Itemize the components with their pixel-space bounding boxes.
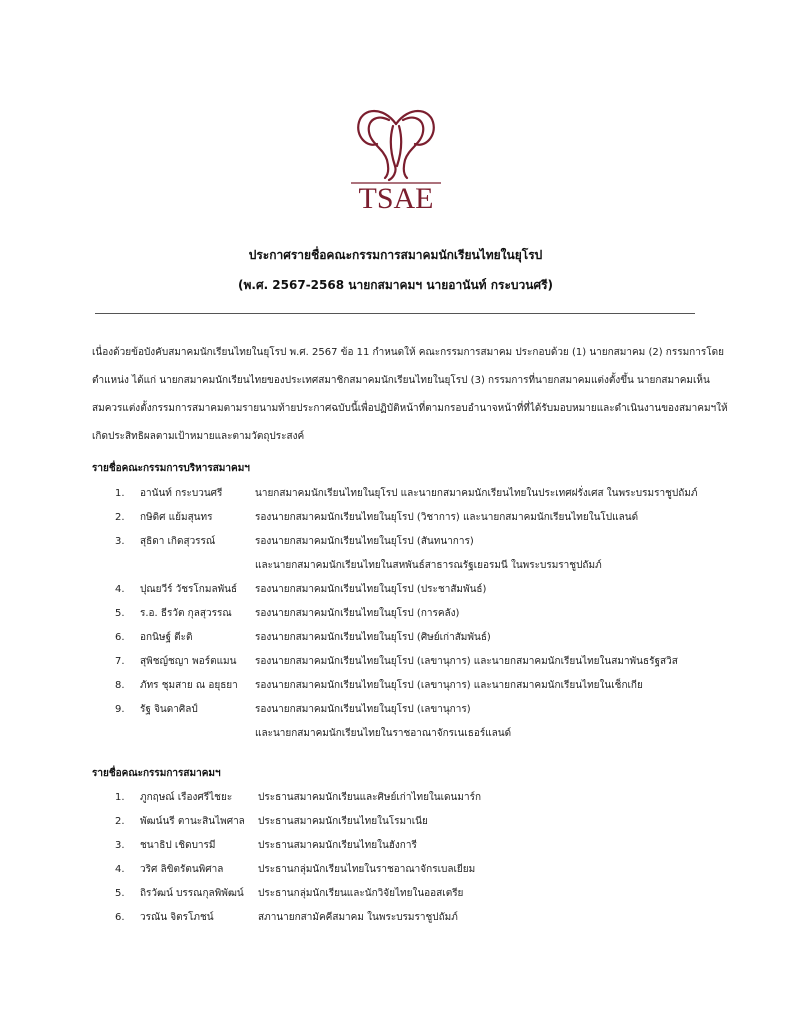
member-name: สุธิดา เกิดสุวรรณ์ [140,536,216,547]
item-number: 1. [115,792,125,803]
member-role: ประธานสมาคมนักเรียนไทยในโรมาเนีย [258,816,428,827]
list-item [0,630,791,654]
item-number: 3. [115,840,125,851]
list-item [0,510,791,534]
member-name: กษิดิศ แย้มสุนทร [140,512,213,523]
member-role: รองนายกสมาคมนักเรียนไทยในยุโรป (ศิษย์เก่าสัมพันธ์) [255,632,491,643]
member-name: ชนาธิป เชิดบารมี [140,840,216,851]
page-title: ประกาศรายชื่อคณะกรรมการสมาคมนักเรียนไทยในยุโรป [248,248,543,262]
member-role: ประธานกลุ่มนักเรียนและนักวิจัยไทยในออสเตรีย [258,888,464,899]
member-role: รองนายกสมาคมนักเรียนไทยในยุโรป (เลขานุการ) [255,704,471,715]
logo-text: TSAE [358,182,434,212]
member-name: อานันท์ กระบวนศรี [140,488,223,499]
member-name: ปุณยวีร์ วัชรโกมลพันธ์ [140,584,238,595]
item-number: 7. [115,656,125,667]
list-item [0,606,791,630]
item-number: 8. [115,680,125,691]
tsae-logo [343,104,449,212]
list-item [0,534,791,571]
divider [95,313,695,314]
elephant-head-icon [358,111,434,180]
list-item [0,814,791,838]
member-role: รองนายกสมาคมนักเรียนไทยในยุโรป (เลขานุการ) และนายกสมาคมนักเรียนไทยในเช็กเกีย [255,680,643,691]
member-role: นายกสมาคมนักเรียนไทยในยุโรป และนายกสมาคมนักเรียนไทยในประเทศฝรั่งเศส ในพระบรมราชูปถัมภ์ [255,488,698,499]
member-name: สุพิชญ์ชญา พอร์ตแมน [140,656,237,667]
item-number: 5. [115,888,125,899]
committee-heading: รายชื่อคณะกรรมการสมาคมฯ [92,768,221,779]
member-name: ภัทร ชุมสาย ณ อยุธยา [140,680,238,691]
member-role: รองนายกสมาคมนักเรียนไทยในยุโรป (การคลัง) [255,608,460,619]
member-role: รองนายกสมาคมนักเรียนไทยในยุโรป (วิชาการ) และนายกสมาคมนักเรียนไทยในโปแลนด์ [255,512,639,523]
member-name: วรณัน จิตรโภชน์ [140,912,214,923]
list-item [0,678,791,702]
item-number: 2. [115,512,125,523]
member-role: และนายกสมาคมนักเรียนไทยในสหพันธ์สาธารณรัฐเยอรมนี ในพระบรมราชูปถัมภ์ [255,560,602,571]
member-role: ประธานกลุ่มนักเรียนไทยในราชอาณาจักรเบลเยียม [258,864,476,875]
item-number: 6. [115,632,125,643]
item-number: 3. [115,536,125,547]
member-role: รองนายกสมาคมนักเรียนไทยในยุโรป (สันทนาการ) [255,536,474,547]
member-role: รองนายกสมาคมนักเรียนไทยในยุโรป (เลขานุการ) และนายกสมาคมนักเรียนไทยในสมาพันธรัฐสวิส [255,656,678,667]
list-item [0,654,791,678]
list-item [0,910,791,934]
list-item [0,838,791,862]
executive-heading: รายชื่อคณะกรรมการบริหารสมาคมฯ [92,463,250,474]
list-item [0,582,791,606]
intro-line: สมควรแต่งตั้งกรรมการสมาคมตามรายนามท้ายประกาศฉบับนี้เพื่อปฏิบัติหน้าที่ตามกรอบอำนาจหน้าที่ที่ได้รับมอบหมายและดำเนินงานของสมาคมฯให้ [92,403,728,414]
intro-paragraph [92,339,728,451]
list-item [0,486,791,510]
member-role: ประธานสมาคมนักเรียนไทยในฮังการี [258,840,417,851]
member-role: สภานายกสามัคคีสมาคม ในพระบรมราชูปถัมภ์ [258,912,458,923]
item-number: 9. [115,704,125,715]
list-item [0,862,791,886]
item-number: 4. [115,864,125,875]
intro-line: เนื่องด้วยข้อบังคับสมาคมนักเรียนไทยในยุโรป พ.ศ. 2567 ข้อ 11 กำหนดให้ คณะกรรมการสมาคม ประกอบด้วย (1) นายกสมาคม (2) กรรมการโดย [92,347,724,358]
item-number: 2. [115,816,125,827]
member-role: ประธานสมาคมนักเรียนและศิษย์เก่าไทยในเดนมาร์ก [258,792,482,803]
member-name: อกนิษฐ์ ตีะติ [140,632,193,643]
list-item [0,790,791,814]
member-name: วริศ ลิขิตรัตนพิศาล [140,864,224,875]
member-role: รองนายกสมาคมนักเรียนไทยในยุโรป (ประชาสัมพันธ์) [255,584,487,595]
list-item [0,886,791,910]
member-name: รัฐ จินดาศิลป์ [140,704,198,715]
member-role: และนายกสมาคมนักเรียนไทยในราชอาณาจักรเนเธอร์แลนด์ [255,728,512,739]
member-name: ร.อ. ธีรวัต กุลสุวรรณ [140,608,232,619]
item-number: 6. [115,912,125,923]
list-item [0,702,791,739]
member-name: ภูกฤษณ์ เรืองศรีไชยะ [140,792,233,803]
item-number: 1. [115,488,125,499]
intro-line: ตำแหน่ง ได้แก่ นายกสมาคมนักเรียนไทยของประเทศสมาชิกสมาคมนักเรียนไทยในยุโรป (3) กรรมการที่นายกสมาคมแต่งตั้งขึ้น นายกสมาคมเห็น [92,375,710,386]
member-name: พัฒน์นรี ตานะสินไพศาล [140,816,245,827]
item-number: 5. [115,608,125,619]
member-name: ถิรวัฒน์ บรรณกุลพิพัฒน์ [140,888,244,899]
item-number: 4. [115,584,125,595]
intro-line: เกิดประสิทธิผลตามเป้าหมายและตามวัตถุประสงค์ [92,431,305,442]
page-subtitle: (พ.ศ. 2567-2568 นายกสมาคมฯ นายอานันท์ กระบวนศรี) [238,278,553,292]
